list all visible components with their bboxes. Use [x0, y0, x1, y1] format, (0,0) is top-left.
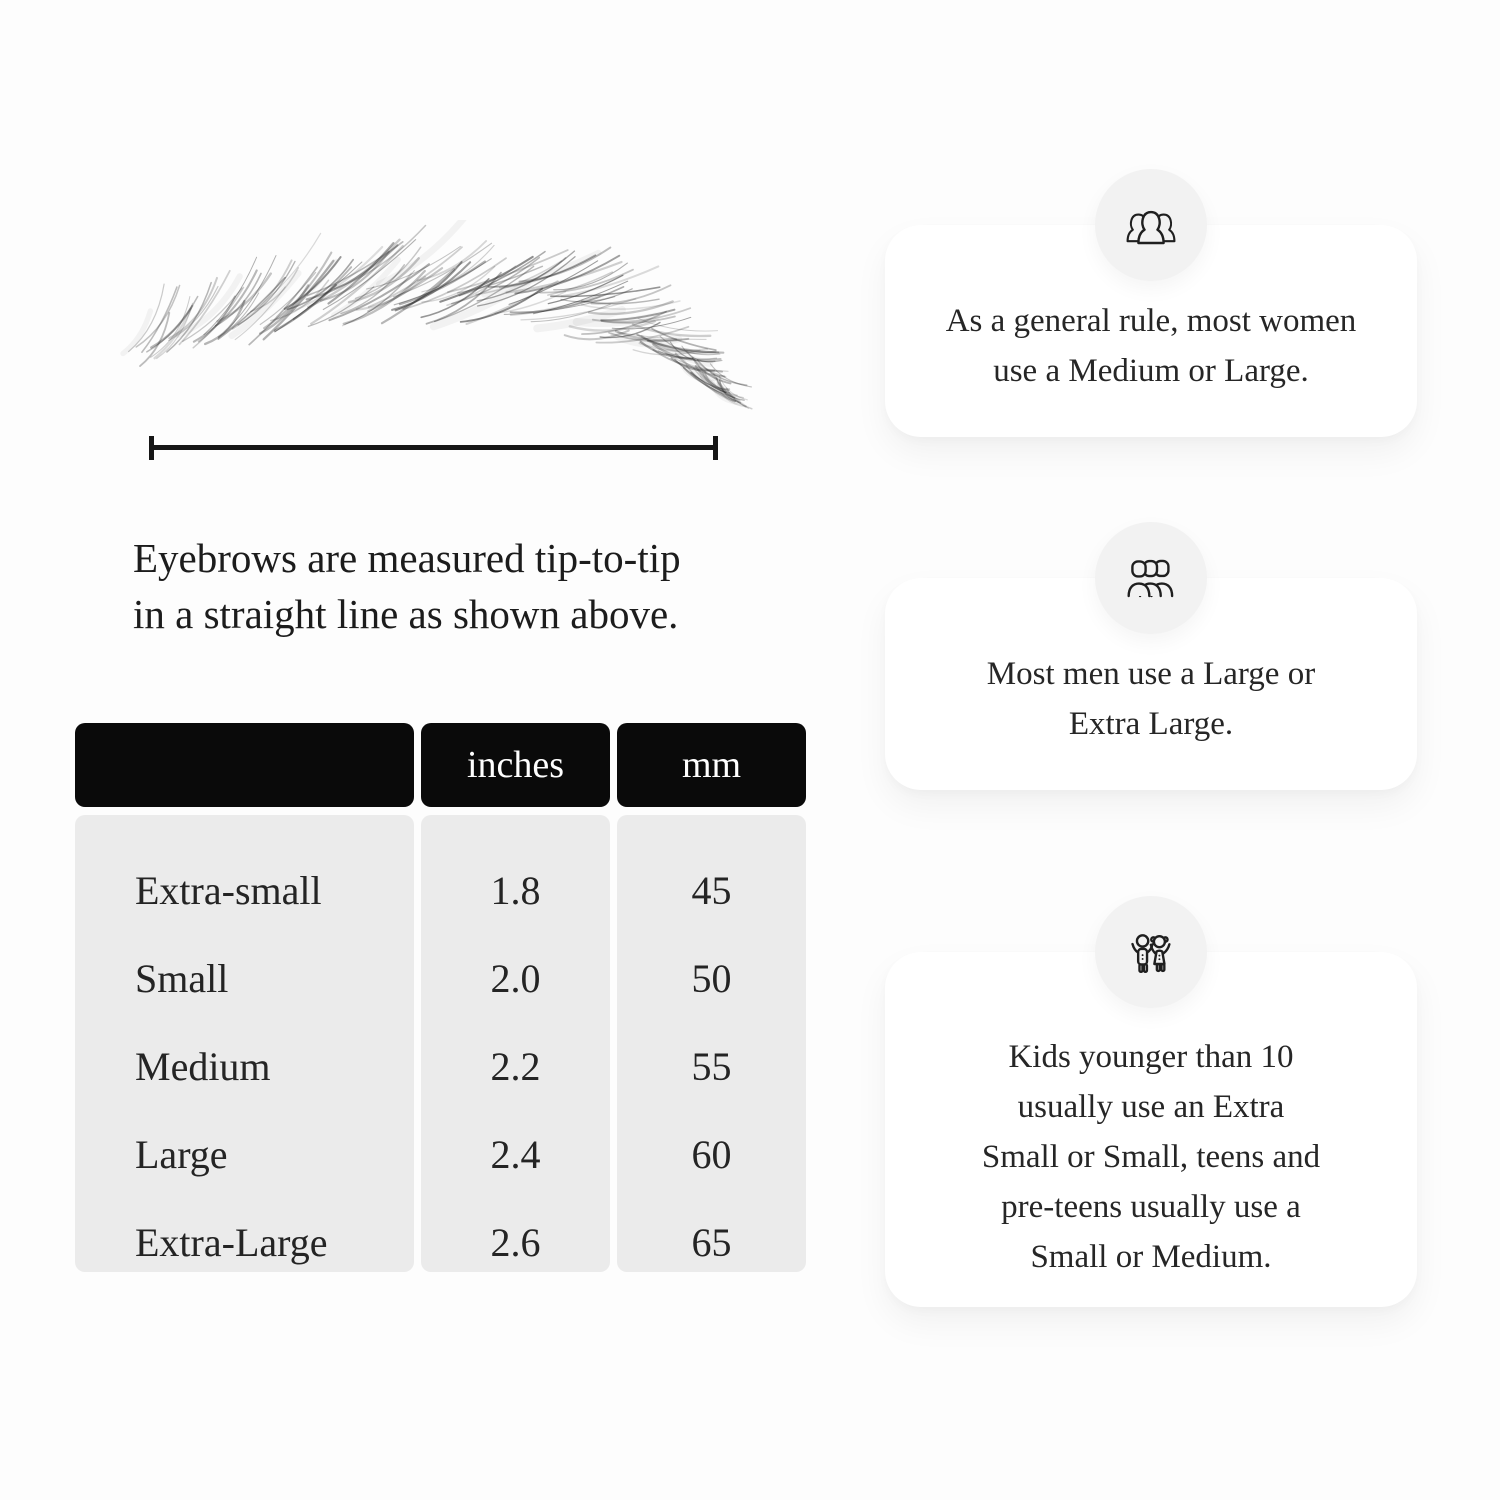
- table-cell-mm: 55: [691, 1043, 732, 1089]
- table-cell-label: Small: [135, 955, 229, 1001]
- card-text-line: Most men use a Large or: [986, 656, 1316, 692]
- card-text-line: Small or Medium.: [1030, 1239, 1272, 1275]
- card-text-line: usually use an Extra: [1017, 1089, 1285, 1125]
- table-header-inches: inches: [421, 723, 610, 807]
- info-card-kids: [885, 952, 1417, 1307]
- icon-badge: [1095, 169, 1207, 281]
- info-card-women: [885, 225, 1417, 437]
- table-cell-label: Medium: [135, 1043, 271, 1089]
- table-cell-inches: 2.2: [490, 1043, 541, 1089]
- measurement-line-left-cap: [149, 436, 154, 460]
- eyebrow-illustration: [118, 220, 766, 437]
- men-group-icon: [1122, 554, 1180, 602]
- card-text-kids: [982, 1032, 1320, 1282]
- measurement-line-bar: [151, 445, 718, 450]
- table-cell-label: Extra-small: [135, 867, 322, 913]
- size-table: [75, 723, 806, 1272]
- card-text-line: Small or Small, teens and: [981, 1139, 1321, 1175]
- card-text-line: use a Medium or Large.: [993, 353, 1309, 389]
- table-column-labels: [75, 815, 414, 1272]
- card-text-women: [946, 296, 1357, 396]
- table-header-mm: mm: [617, 723, 806, 807]
- eyebrow-sketch: [118, 220, 766, 437]
- table-cell-inches: 2.4: [490, 1131, 541, 1177]
- table-cell-label: Extra-Large: [135, 1219, 328, 1265]
- card-text-men: [987, 649, 1315, 749]
- table-cell-mm: 60: [691, 1131, 732, 1177]
- card-text-line: Kids younger than 10: [1008, 1039, 1294, 1075]
- table-cell-inches: 2.6: [490, 1219, 541, 1265]
- table-column-inches: [421, 815, 610, 1272]
- table-column-mm: [617, 815, 806, 1272]
- measurement-caption: [133, 530, 681, 642]
- kids-icon: [1122, 928, 1180, 976]
- caption-line-2: in a straight line as shown above.: [133, 591, 679, 637]
- caption-line-1: Eyebrows are measured tip-to-tip: [133, 535, 681, 581]
- card-text-line: Extra Large.: [1068, 706, 1234, 742]
- table-cell-mm: 65: [691, 1219, 732, 1265]
- table-cell-inches: 2.0: [490, 955, 541, 1001]
- table-cell-label: Large: [135, 1131, 228, 1177]
- table-cell-mm: 50: [691, 955, 732, 1001]
- women-group-icon: [1122, 201, 1180, 249]
- measurement-line-right-cap: [713, 436, 718, 460]
- icon-badge: [1095, 896, 1207, 1008]
- card-text-line: As a general rule, most women: [945, 303, 1357, 339]
- icon-badge: [1095, 522, 1207, 634]
- table-cell-mm: 45: [691, 867, 732, 913]
- table-header-name: [75, 723, 414, 807]
- table-cell-inches: 1.8: [490, 867, 541, 913]
- info-card-men: [885, 578, 1417, 790]
- card-text-line: pre-teens usually use a: [1001, 1189, 1301, 1225]
